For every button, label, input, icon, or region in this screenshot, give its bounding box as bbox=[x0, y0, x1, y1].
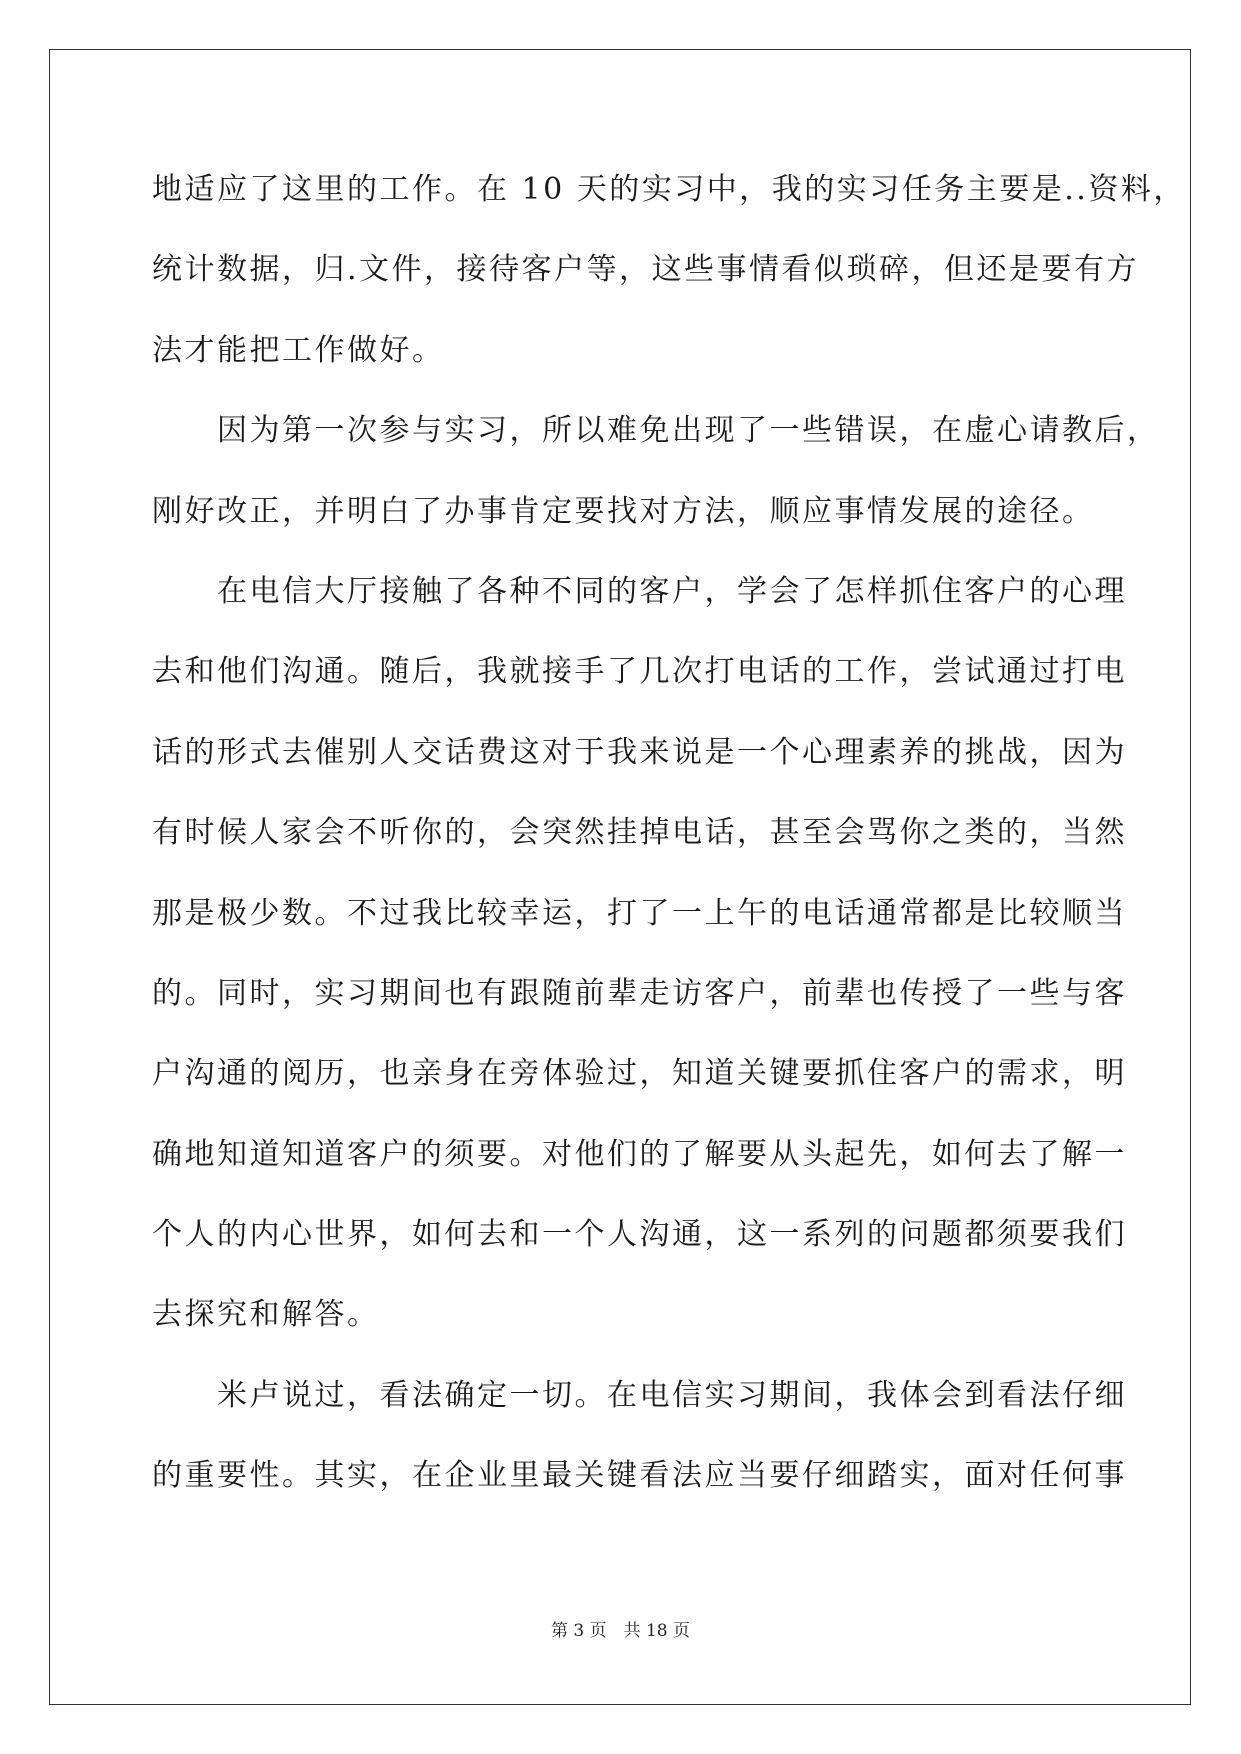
text-line: 户沟通的阅历，也亲身在旁体验过，知道关键要抓住客户的需求，明 bbox=[152, 1056, 1127, 1092]
text-line: 米卢说过，看法确定一切。在电信实习期间，我体会到看法仔细 bbox=[152, 1377, 1127, 1413]
text-line: 的。同时，实习期间也有跟随前辈走访客户，前辈也传授了一些与客 bbox=[152, 975, 1127, 1011]
text-line: 在电信大厅接触了各种不同的客户，学会了怎样抓住客户的心理 bbox=[152, 573, 1127, 609]
document-body bbox=[152, 150, 1186, 1517]
text-line: 个人的内心世界，如何去和一个人沟通，这一系列的问题都须要我们 bbox=[152, 1217, 1127, 1253]
text-line: 的重要性。其实，在企业里最关键看法应当要仔细踏实，面对任何事 bbox=[152, 1458, 1127, 1494]
page-number-footer: 第 3 页 共 18 页 bbox=[550, 1621, 691, 1641]
text-line: 有时候人家会不听你的，会突然挂掉电话，甚至会骂你之类的，当然 bbox=[152, 815, 1127, 851]
text-line: 刚好改正，并明白了办事肯定要找对方法，顺应事情发展的途径。 bbox=[152, 493, 1095, 529]
text-line: 因为第一次参与实习，所以难免出现了一些错误，在虚心请教后， bbox=[152, 413, 1160, 449]
text-line: 去探究和解答。 bbox=[152, 1297, 380, 1333]
text-line: 去和他们沟通。随后，我就接手了几次打电话的工作，尝试通过打电 bbox=[152, 654, 1127, 690]
text-line: 话的形式去催别人交话费这对于我来说是一个心理素养的挑战，因为 bbox=[152, 734, 1127, 770]
text-line: 统计数据，归.文件，接待客户等，这些事情看似琐碎，但还是要有方 bbox=[152, 252, 1140, 288]
text-line: 那是极少数。不过我比较幸运，打了一上午的电话通常都是比较顺当 bbox=[152, 895, 1127, 931]
text-line: 确地知道知道客户的须要。对他们的了解要从头起先，如何去了解一 bbox=[152, 1136, 1127, 1172]
text-line: 地适应了这里的工作。在 10 天的实习中，我的实习任务主要是..资料， bbox=[152, 172, 1186, 207]
text-line: 法才能把工作做好。 bbox=[152, 332, 445, 368]
